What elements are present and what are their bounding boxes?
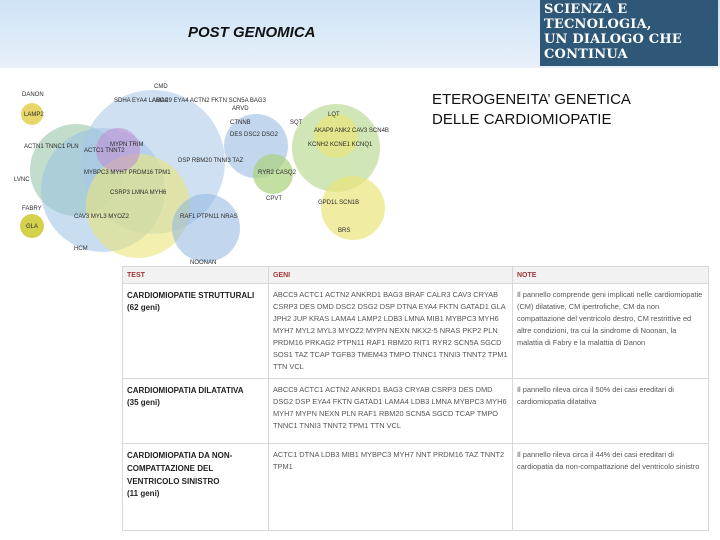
venn-genes-g6: CSRP3 LMNA MYH6	[110, 190, 167, 196]
column-header-test: TEST	[123, 267, 269, 284]
venn-label-fabry: FABRY	[22, 206, 42, 212]
gene-venn-diagram	[14, 78, 418, 268]
slide-title-line: ETEROGENEITA’ GENETICA	[432, 91, 631, 108]
test-cell	[123, 444, 269, 531]
test-cell	[123, 379, 269, 444]
logo-line: CONTINUA	[544, 47, 628, 62]
column-header-note: NOTE	[513, 267, 709, 284]
slide-title-line: DELLE CARDIOMIOPATIE	[432, 111, 612, 128]
venn-label-hcm: HCM	[74, 246, 88, 252]
test-name: CARDIOMIOPATIE STRUTTURALI	[127, 291, 255, 300]
venn-genes-g9: RAF1 PTPN11 NRAS	[180, 214, 238, 220]
note-cell: Il pannello comprende geni implicati nelle cardiomiopatie (CM) dilatative, CM ipertrofiche, CM da non compattazione del ventricolo destro, CM restrittive ed altre condizioni, tra cui la sindrome di Noonan, la malattia di Fabry e la malattia di Danon	[513, 284, 709, 379]
test-count: (11 geni)	[127, 489, 160, 498]
venn-label-cmd: CMD	[154, 84, 168, 90]
logo-line: UN DIALOGO CHE	[544, 32, 682, 47]
venn-genes-g3: MYPN TRIM	[110, 142, 144, 148]
genes-cell: ACTC1 DTNA LDB3 MIB1 MYBPC3 MYH7 NNT PRDM16 TAZ TNNT2 TPM1	[269, 444, 513, 531]
venn-label-gla: GLA	[26, 224, 39, 230]
venn-label-brs: BRS	[338, 228, 351, 234]
venn-genes-g4: ACTC1 TNNT2	[84, 148, 125, 154]
table-row	[123, 379, 709, 444]
venn-circle-lqt2	[314, 114, 358, 158]
note-cell: Il pannello rileva circa il 44% dei casi ereditari di cardiopatia da non-compattazione del ventricolo sinistro	[513, 444, 709, 531]
venn-genes-g7: DSP RBM20 TNNI3 TAZ	[178, 158, 244, 164]
venn-genes-g1: SDHA EYA4 LAMA4	[114, 98, 169, 104]
slide-title	[432, 90, 712, 130]
venn-circle-noonan	[172, 194, 240, 262]
venn-genes-g2: ABCC9 EYA4 ACTN2 FKTN SCN5A BAG3	[152, 98, 266, 104]
header-title: POST GENOMICA	[188, 24, 316, 41]
venn-label-ctnnb: CTNNB	[230, 120, 251, 126]
venn-genes-g5: MYBPC3 MYH7 PRDM16 TPM1	[84, 170, 171, 176]
test-name: CARDIOMIOPATIA DA NON-COMPATTAZIONE DEL VENTRICOLO SINISTRO	[127, 451, 233, 486]
logo-line: SCIENZA E	[544, 2, 628, 17]
test-name: CARDIOMIOPATIA DILATATIVA	[127, 386, 244, 395]
test-count: (35 geni)	[127, 398, 160, 407]
venn-circle-brs	[321, 176, 385, 240]
venn-genes-g11: AKAP9 ANK2 CAV3 SCN4B	[314, 128, 389, 134]
gene-panel-table	[122, 266, 709, 531]
venn-genes-g10: KCNH2 KCNE1 KCNQ1	[308, 142, 373, 148]
logo	[540, 0, 718, 66]
venn-genes-g8: CAV3 MYL3 MYOZ2	[74, 214, 129, 220]
venn-label-arvd: ARVD	[232, 106, 249, 112]
venn-label-lvnc: LVNC	[14, 177, 30, 183]
table-header-row	[123, 267, 709, 284]
logo-line: TECNOLOGIA,	[544, 17, 652, 32]
venn-genes-g12: RYR2 CASQ2	[258, 170, 296, 176]
header-bar	[0, 0, 720, 68]
venn-genes-g15: ACTN1 TNNC1 PLN	[24, 144, 79, 150]
venn-genes-g13: GPD1L SCN1B	[318, 200, 360, 206]
table-row	[123, 444, 709, 531]
venn-label-lamp2: LAMP2	[24, 112, 44, 118]
genes-cell: ABCC9 ACTC1 ACTN2 ANKRD1 BAG3 BRAF CALR3 CAV3 CRYAB CSRP3 DES DMD DSC2 DSG2 DSP DTNA EYA4 FKTN GATAD1 GLA JPH2 JUP KRAS LAMA4 LAMP2 LDB3 LMNA MIB1 MYBPC3 MYH6 MYH7 MYL2 MYL3 MYOZ2 MYPN NEXN NKX2-5 NRAS PKP2 PLN PRDM16 PRKAG2 PTPN11 RAF1 RBM20 RIT1 RYR2 SCN5A SGCD SOS1 TAZ TCAP TGFB3 TMEM43 TMPO TNNC1 TNNI3 TNNT2 TPM1 TTN VCL	[269, 284, 513, 379]
column-header-genes: GENI	[269, 267, 513, 284]
venn-label-cpvt: CPVT	[266, 196, 283, 202]
genes-cell: ABCC9 ACTC1 ACTN2 ANKRD1 BAG3 CRYAB CSRP3 DES DMD DSG2 DSP EYA4 FKTN GATAD1 LAMA4 LDB3 LMNA MYBPC3 MYH6 MYH7 MYPN NEXN PLN RAF1 RBM20 SCN5A SGCD TCAP TMPO TNNC1 TNNI3 TNNT2 TPM1 TTN VCL	[269, 379, 513, 444]
venn-label-danon: DANON	[22, 92, 44, 98]
table-row	[123, 284, 709, 379]
note-cell: Il pannello rileva circa il 50% dei casi ereditari di cardiomiopatia dilatativa	[513, 379, 709, 444]
test-count: (62 geni)	[127, 303, 160, 312]
venn-label-sqt: SQT	[290, 120, 303, 126]
test-cell	[123, 284, 269, 379]
venn-genes-g14: DES DSC2 DSG2	[230, 132, 279, 138]
venn-label-noonan: NOONAN	[190, 260, 217, 266]
venn-label-lqt: LQT	[328, 112, 340, 118]
